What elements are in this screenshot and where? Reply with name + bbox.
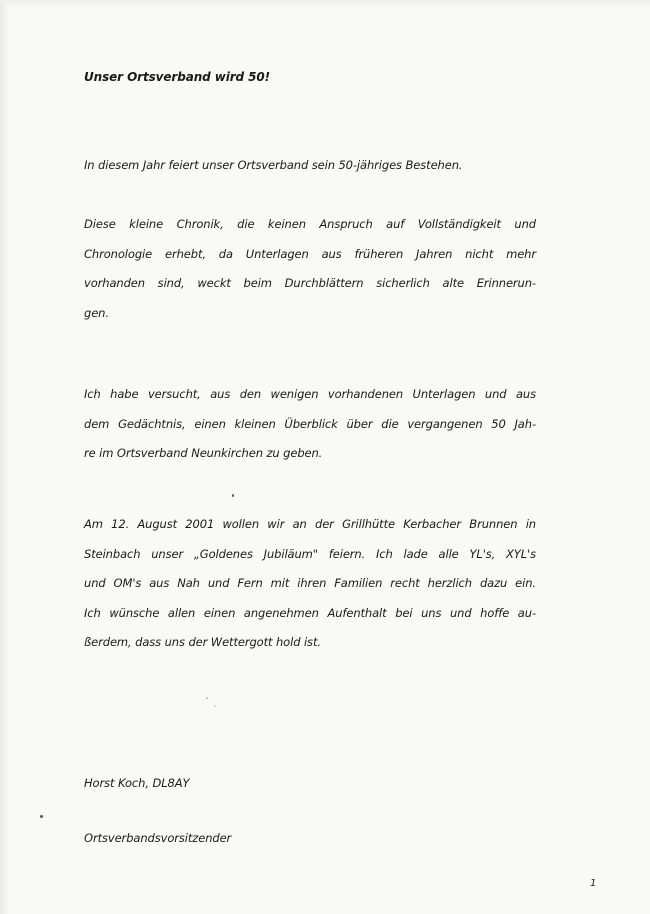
scan-speck bbox=[214, 705, 216, 707]
scan-top-shadow bbox=[0, 0, 650, 8]
paragraph-line: Steinbach unser „Goldenes Jubiläum" feiern. Ich lade alle YL's, XYL's bbox=[84, 546, 536, 561]
paragraph-line: Chronologie erhebt, da Unterlagen aus früheren Jahren nicht mehr bbox=[84, 246, 536, 261]
paragraph-line: Am 12. August 2001 wollen wir an der Grillhütte Kerbacher Brunnen in bbox=[84, 517, 536, 531]
paragraph-invitation bbox=[84, 510, 536, 658]
scan-speck bbox=[40, 815, 43, 818]
paragraph-line: Diese kleine Chronik, die keinen Anspruch auf Vollständigkeit und bbox=[84, 217, 536, 231]
paragraph-chronicle bbox=[84, 210, 536, 328]
signature-role: Ortsverbandsvorsitzender bbox=[84, 831, 232, 845]
paragraph-line: dem Gedächtnis, einen kleinen Überblick über die vergangenen 50 Jah- bbox=[84, 416, 536, 431]
paragraph-line: Ich habe versucht, aus den wenigen vorhandenen Unterlagen und aus bbox=[84, 387, 536, 401]
scan-speck bbox=[206, 697, 208, 699]
paragraph-line: Ich wünsche allen einen angenehmen Aufenthalt bei uns und hoffe au- bbox=[84, 605, 536, 620]
scan-edge-shadow bbox=[0, 0, 10, 914]
paragraph-line: vorhanden sind, weckt beim Durchblättern sicherlich alte Erinnerun- bbox=[84, 276, 536, 290]
signature-name: Horst Koch, DL8AY bbox=[84, 776, 190, 790]
paragraph-line: re im Ortsverband Neunkirchen zu geben. bbox=[84, 446, 323, 460]
paragraph-line: ßerdem, dass uns der Wettergott hold ist. bbox=[84, 635, 321, 649]
paragraph-overview bbox=[84, 380, 536, 469]
paragraph-line: gen. bbox=[84, 305, 109, 320]
page-number: 1 bbox=[590, 878, 597, 889]
document-title: Unser Ortsverband wird 50! bbox=[84, 70, 270, 84]
intro-sentence: In diesem Jahr feiert unser Ortsverband sein 50-jähriges Bestehen. bbox=[84, 158, 463, 172]
paragraph-line: und OM's aus Nah und Fern mit ihren Familien recht herzlich dazu ein. bbox=[84, 576, 536, 590]
scan-speck bbox=[232, 494, 234, 497]
